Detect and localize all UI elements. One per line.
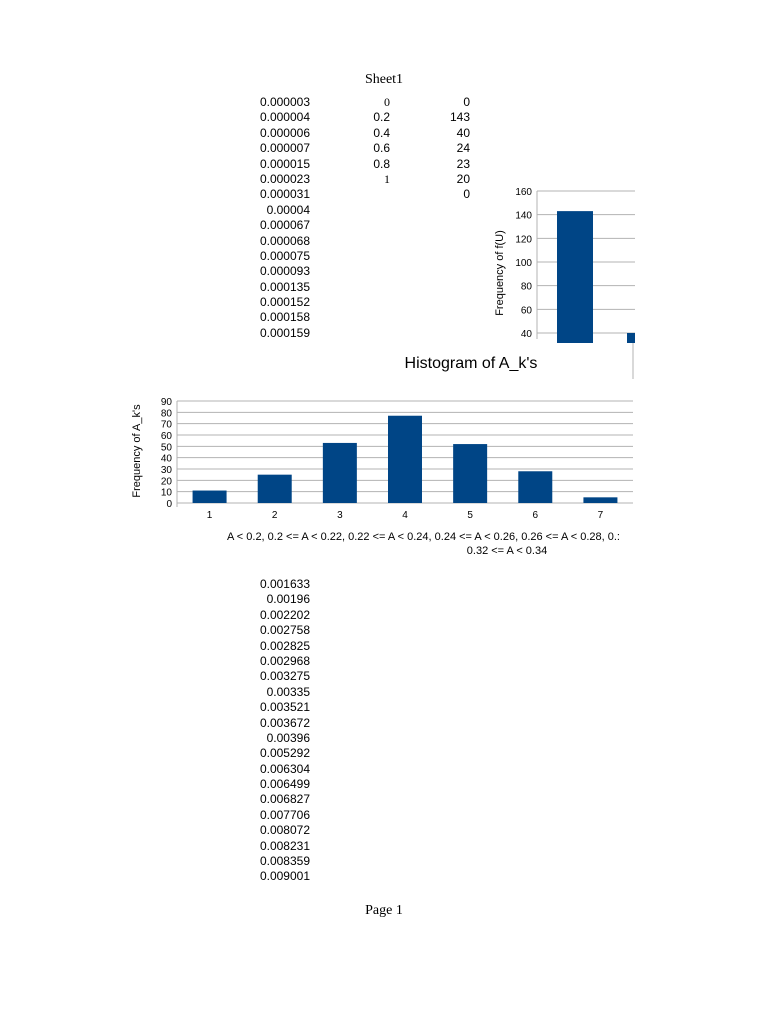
chart2-bars xyxy=(193,416,618,503)
chart1-y-tick-label: 60 xyxy=(520,305,532,317)
cell-c-1: 143 xyxy=(449,110,470,125)
cell-d-13: 0.006499 xyxy=(259,777,310,792)
chart1-y-tick-label: 160 xyxy=(515,187,532,198)
cell-a-1: 0.000004 xyxy=(259,110,310,125)
cell-a-4: 0.000015 xyxy=(259,156,310,171)
cell-b-3: 0.6 xyxy=(373,141,390,156)
chart2-x-tick-label: 2 xyxy=(271,510,278,521)
cell-d-5: 0.002968 xyxy=(259,653,310,668)
column-c xyxy=(420,95,470,203)
cell-d-8: 0.003521 xyxy=(259,700,310,715)
cell-c-4: 23 xyxy=(456,156,470,171)
cell-b-0: 0 xyxy=(384,95,390,109)
cell-d-18: 0.008359 xyxy=(259,854,310,869)
cell-a-5: 0.000023 xyxy=(259,171,310,186)
chart2-bar-2 xyxy=(258,475,292,503)
chart2-bar-4 xyxy=(388,416,422,503)
chart2-y-tick-label: 70 xyxy=(160,419,172,431)
chart2-x-axis-label-line2: 0.32 <= A < 0.34 xyxy=(466,545,548,557)
cell-d-6: 0.003275 xyxy=(259,669,310,684)
cell-d-14: 0.006827 xyxy=(259,792,310,807)
cell-b-2: 0.4 xyxy=(373,125,390,140)
cell-d-1: 0.00196 xyxy=(266,592,310,607)
chart2-x-tick-label: 1 xyxy=(206,510,213,521)
cell-d-19: 0.009001 xyxy=(259,869,310,884)
cell-a-11: 0.000093 xyxy=(259,264,310,279)
chart2-y-tick-label: 50 xyxy=(160,442,172,454)
cell-a-15: 0.000159 xyxy=(259,325,310,340)
cell-a-7: 0.00004 xyxy=(266,202,310,217)
chart2-x-tick-label: 6 xyxy=(532,510,539,521)
cell-b-5: 1 xyxy=(384,171,390,186)
cell-b-4: 0.8 xyxy=(373,156,390,171)
chart1-y-axis-label: Frequency of f(U) xyxy=(494,230,506,316)
cell-d-11: 0.005292 xyxy=(259,746,310,761)
chart2-x-ticks xyxy=(207,510,604,521)
chart1-y-tick-label: 140 xyxy=(515,210,532,222)
column-a xyxy=(230,95,310,341)
cell-c-3: 24 xyxy=(456,141,470,156)
chart2-bar-6 xyxy=(518,471,552,503)
chart1-y-tick-label: 80 xyxy=(520,281,532,293)
chart2-bar-5 xyxy=(453,444,487,503)
cell-d-4: 0.002825 xyxy=(259,638,310,653)
column-b xyxy=(340,95,390,187)
chart2-x-tick-label: 4 xyxy=(402,510,408,521)
page-footer: Page 1 xyxy=(365,903,403,918)
cell-a-8: 0.000067 xyxy=(259,218,310,233)
chart2-y-tick-label: 40 xyxy=(160,453,172,465)
cell-a-9: 0.000068 xyxy=(259,233,310,248)
cell-d-17: 0.008231 xyxy=(259,838,310,853)
chart2-y-axis-label: Frequency of A_k's xyxy=(131,404,143,498)
cell-d-0: 0.001633 xyxy=(259,577,310,591)
cell-d-7: 0.00335 xyxy=(266,684,310,699)
chart2-x-tick-label: 3 xyxy=(337,510,343,521)
chart2-bar-7 xyxy=(583,497,617,503)
histogram-ak-chart xyxy=(125,348,640,563)
sheet-title: Sheet1 xyxy=(364,72,404,87)
chart2-x-tick-label: 7 xyxy=(597,510,604,521)
chart2-x-tick-label: 5 xyxy=(467,510,473,521)
chart2-y-tick-label: 30 xyxy=(160,465,172,476)
chart2-y-ticks xyxy=(161,397,173,510)
chart1-y-tick-label: 120 xyxy=(515,234,532,246)
chart1-y-tick-label: 40 xyxy=(520,329,532,340)
cell-d-10: 0.00396 xyxy=(266,730,310,745)
cell-c-6: 0 xyxy=(463,187,470,202)
chart2-bar-1 xyxy=(193,491,227,503)
cell-d-15: 0.007706 xyxy=(259,807,310,822)
cell-a-12: 0.000135 xyxy=(259,279,310,294)
cell-a-3: 0.000007 xyxy=(259,141,310,156)
chart2-y-tick-label: 20 xyxy=(160,476,172,488)
cell-a-2: 0.000006 xyxy=(259,125,310,140)
chart2-y-tick-label: 90 xyxy=(160,397,172,408)
cell-d-12: 0.006304 xyxy=(259,761,310,776)
cell-a-10: 0.000075 xyxy=(259,248,310,263)
cell-a-6: 0.000031 xyxy=(259,187,310,202)
chart2-y-tick-label: 10 xyxy=(160,487,172,499)
chart2-y-tick-label: 60 xyxy=(160,431,172,442)
cell-c-2: 40 xyxy=(456,125,470,140)
chart1-y-tick-label: 100 xyxy=(515,258,532,269)
cell-d-3: 0.002758 xyxy=(259,623,310,638)
chart2-y-tick-label: 80 xyxy=(160,408,172,420)
chart2-x-axis-label: A < 0.2, 0.2 <= A < 0.22, 0.22 <= A < 0.24, 0.24 <= A < 0.26, 0.26 <= A < 0.28, 0.: xyxy=(227,531,620,543)
chart2-title: Histogram of A_k's xyxy=(404,355,538,372)
chart1-y-ticks xyxy=(515,187,532,340)
cell-d-16: 0.008072 xyxy=(259,823,310,838)
cell-c-5: 20 xyxy=(456,171,470,186)
column-d xyxy=(230,577,310,885)
cell-a-14: 0.000158 xyxy=(259,310,310,325)
chart1-bar-1 xyxy=(557,211,593,343)
chart2-y-tick-label: 0 xyxy=(166,499,172,510)
cell-a-13: 0.000152 xyxy=(259,295,310,310)
cell-b-1: 0.2 xyxy=(373,110,390,125)
cell-d-2: 0.002202 xyxy=(259,607,310,622)
cell-d-9: 0.003672 xyxy=(259,715,310,730)
chart1-bar-2 xyxy=(627,333,635,343)
cell-a-0: 0.000003 xyxy=(259,95,310,109)
cell-c-0: 0 xyxy=(463,95,470,109)
chart2-bar-3 xyxy=(323,443,357,503)
